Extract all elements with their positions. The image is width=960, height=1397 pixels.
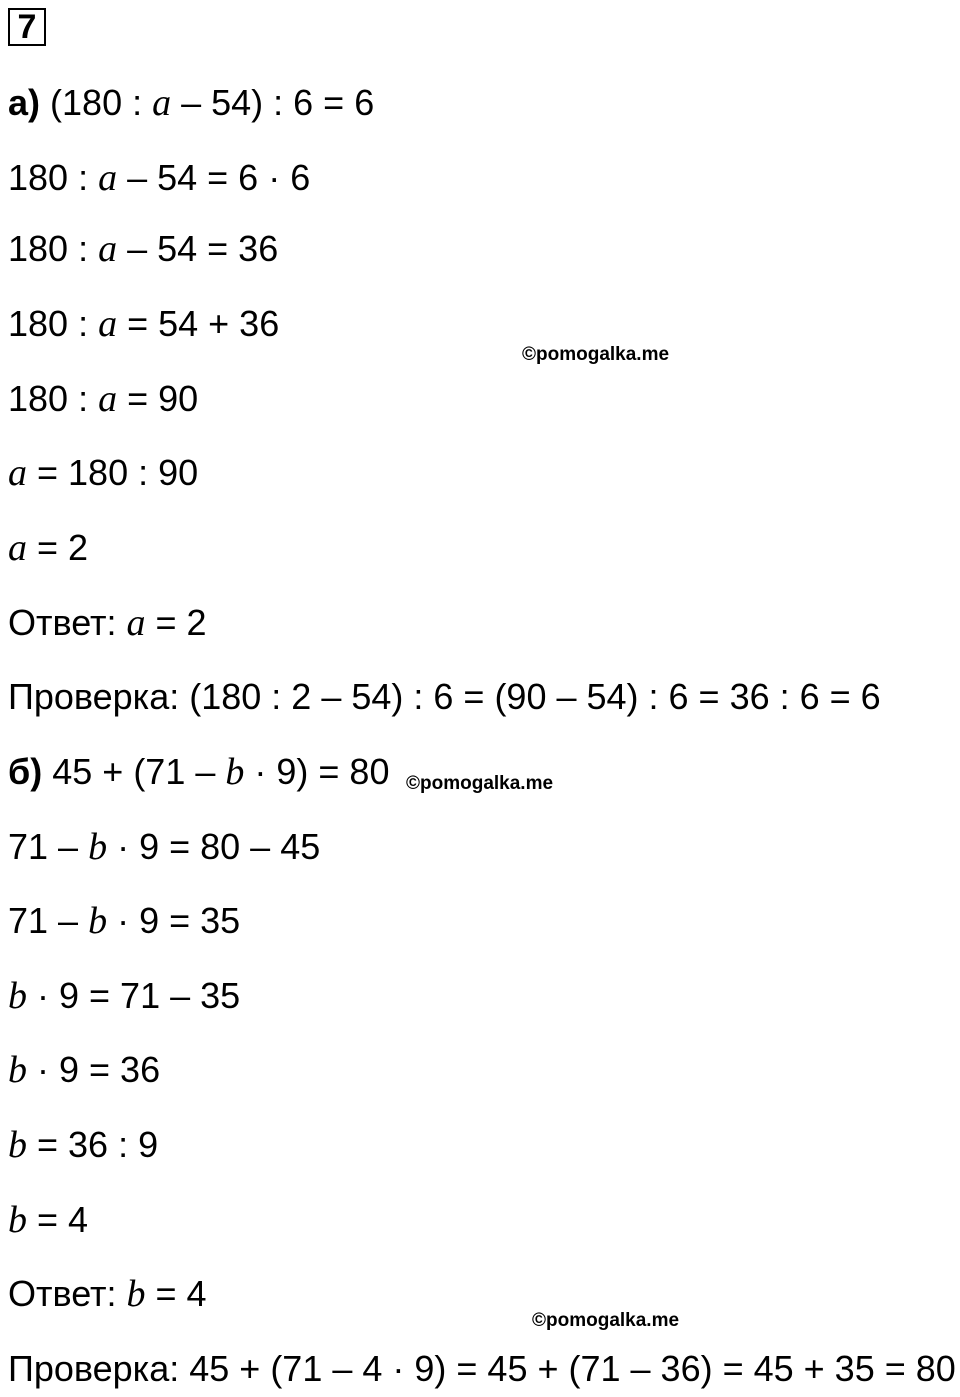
variable: a	[152, 82, 172, 124]
expr	[8, 1273, 207, 1314]
variable: b	[126, 1273, 146, 1315]
expr	[8, 303, 279, 344]
expression-text: 71 –	[8, 826, 89, 867]
part-b-line-5	[8, 1048, 160, 1092]
variable: a	[98, 228, 118, 270]
variable: a	[126, 602, 146, 644]
expression-text: = 90	[117, 378, 199, 419]
expr	[8, 452, 198, 493]
expression-text: 180 :	[8, 228, 99, 269]
expr	[8, 975, 240, 1016]
part-a-line-4	[8, 302, 279, 346]
expr	[8, 676, 881, 717]
expression-text: · 9) = 80	[244, 751, 390, 792]
expression-text: · 9 = 80 – 45	[107, 826, 321, 867]
part-a-line-1	[8, 81, 374, 125]
expr	[8, 157, 310, 198]
expression-text: = 4	[145, 1273, 207, 1314]
expression-text: – 54 = 36	[117, 228, 279, 269]
expr	[52, 751, 389, 792]
variable: b	[88, 900, 108, 942]
part-a-line-3	[8, 227, 278, 271]
expression-text: Ответ:	[8, 602, 127, 643]
expression-text: 45 + (71 –	[52, 751, 226, 792]
part-b-answer	[8, 1272, 207, 1316]
expr	[8, 1124, 158, 1165]
part-b-line-1	[8, 750, 389, 794]
part-a-line-5	[8, 377, 198, 421]
expr	[8, 1199, 88, 1240]
part-a-line-6	[8, 451, 198, 495]
variable: a	[98, 157, 118, 199]
part-b-line-6	[8, 1123, 158, 1167]
part-a-line-2	[8, 156, 310, 200]
expression-text: = 2	[27, 527, 89, 568]
expression-text: Проверка: 45 + (71 – 4 · 9) = 45 + (71 – 36) = 45 + 35 = 80	[8, 1348, 956, 1389]
expression-text: · 9 = 71 – 35	[27, 975, 241, 1016]
part-b-check	[8, 1347, 956, 1391]
part-a-label: а)	[8, 82, 41, 123]
variable: b	[88, 826, 108, 868]
watermark: ©pomogalka.me	[522, 344, 670, 365]
expression-text: (180 :	[50, 82, 153, 123]
variable: b	[8, 1124, 27, 1166]
expr	[8, 378, 198, 419]
part-b-line-3	[8, 899, 240, 943]
expr	[8, 900, 240, 941]
expression-text: = 2	[145, 602, 207, 643]
expression-text: – 54) : 6 = 6	[171, 82, 375, 123]
variable: a	[8, 452, 27, 494]
part-b-line-4	[8, 974, 240, 1018]
expression-text: 71 –	[8, 900, 89, 941]
expr	[8, 228, 278, 269]
watermark: ©pomogalka.me	[406, 773, 554, 794]
variable: b	[8, 1049, 27, 1091]
expression-text: · 9 = 36	[27, 1049, 161, 1090]
part-a-check	[8, 675, 881, 719]
expression-text: = 4	[27, 1199, 89, 1240]
variable: a	[98, 303, 118, 345]
expression-text: = 180 : 90	[27, 452, 199, 493]
variable: a	[98, 378, 118, 420]
variable: b	[8, 975, 27, 1017]
expr	[8, 826, 320, 867]
variable: b	[225, 751, 245, 793]
part-a-answer	[8, 601, 207, 645]
expression-text: = 54 + 36	[117, 303, 280, 344]
part-b-line-2	[8, 825, 320, 869]
expr	[8, 1348, 956, 1389]
watermark: ©pomogalka.me	[532, 1310, 680, 1331]
expression-text: · 9 = 35	[107, 900, 241, 941]
expr	[8, 1049, 160, 1090]
expression-text: Проверка: (180 : 2 – 54) : 6 = (90 – 54) : 6 = 36 : 6 = 6	[8, 676, 881, 717]
expression-text: 180 :	[8, 157, 99, 198]
expression-text: 180 :	[8, 303, 99, 344]
part-b-label: б)	[8, 751, 43, 792]
variable: a	[8, 527, 27, 569]
expression-text: Ответ:	[8, 1273, 127, 1314]
expr	[8, 527, 88, 568]
expr	[8, 602, 207, 643]
expression-text: – 54 = 6 · 6	[117, 157, 311, 198]
expression-text: 180 :	[8, 378, 99, 419]
part-a-line-7	[8, 526, 88, 570]
task-number: 7	[8, 8, 46, 46]
expr	[50, 82, 374, 123]
expression-text: = 36 : 9	[27, 1124, 159, 1165]
variable: b	[8, 1199, 27, 1241]
part-b-line-7	[8, 1198, 88, 1242]
